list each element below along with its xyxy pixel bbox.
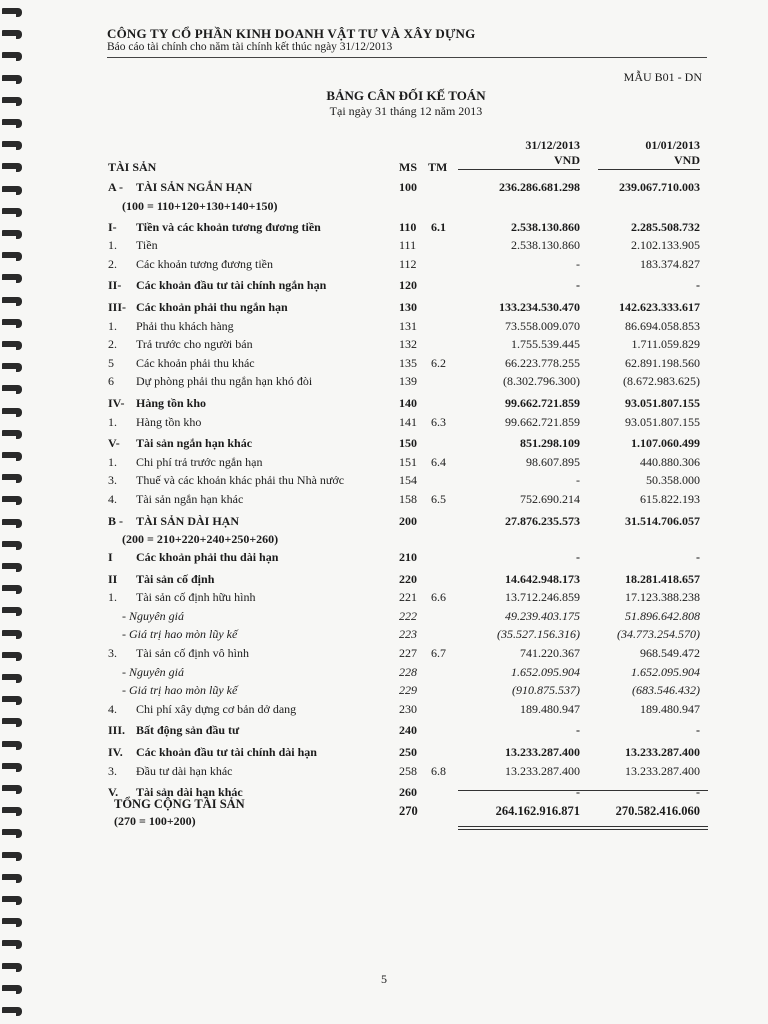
row-prior-value: 62.891.198.560 xyxy=(625,355,700,370)
table-row xyxy=(108,625,708,644)
row-code: 3. xyxy=(108,473,117,488)
row-current-value: - xyxy=(576,723,580,738)
table-row xyxy=(108,570,708,589)
row-current-value: 13.233.287.400 xyxy=(505,745,580,760)
binding-ring xyxy=(2,807,22,816)
binding-ring xyxy=(2,163,22,172)
row-tm: 6.4 xyxy=(431,454,446,469)
total-ms: 270 xyxy=(399,804,418,818)
row-current-value: 73.558.009.070 xyxy=(505,318,580,333)
row-code: 4. xyxy=(108,491,117,506)
row-current-value: 27.876.235.573 xyxy=(505,513,580,528)
row-code: 6 xyxy=(108,374,114,389)
row-code: 1. xyxy=(108,414,117,429)
table-row xyxy=(108,413,708,432)
row-ms: 120 xyxy=(399,278,417,293)
row-prior-value: 31.514.706.057 xyxy=(625,513,700,528)
row-prior-value: 615.822.193 xyxy=(640,491,700,506)
table-row xyxy=(108,354,708,373)
binding-ring xyxy=(2,718,22,727)
current-unit: VND xyxy=(458,153,580,170)
row-label: - Nguyên giá xyxy=(122,608,184,623)
row-prior-value: 18.281.418.657 xyxy=(625,571,700,586)
row-prior-value: 968.549.472 xyxy=(640,646,700,661)
row-label: - Giá trị hao mòn lũy kế xyxy=(122,683,238,698)
table-row xyxy=(108,471,708,490)
row-ms: 141 xyxy=(399,414,417,429)
row-ms: 210 xyxy=(399,550,417,565)
form-code: MẪU B01 - DN xyxy=(623,70,702,84)
table-row xyxy=(108,218,708,237)
row-code: 3. xyxy=(108,763,117,778)
binding-ring xyxy=(2,141,22,150)
row-ms: 100 xyxy=(399,180,417,194)
table-row xyxy=(108,178,708,197)
row-prior-value: 1.652.095.904 xyxy=(631,664,700,679)
row-ms: 111 xyxy=(399,238,417,253)
row-current-value: (910.875.537) xyxy=(512,683,580,698)
page-number: 5 xyxy=(381,972,387,986)
table-row xyxy=(108,236,708,255)
table-row xyxy=(108,317,708,336)
company-name: CÔNG TY CỔ PHẦN KINH DOANH VẬT TƯ VÀ XÂY DỰNG xyxy=(107,26,476,41)
row-label: Các khoản đầu tư tài chính dài hạn xyxy=(136,745,317,760)
row-prior-value: (683.546.432) xyxy=(632,683,700,698)
row-code: 2. xyxy=(108,337,117,352)
binding-ring xyxy=(2,452,22,461)
row-tm: 6.1 xyxy=(431,219,446,234)
total-formula: (270 = 100+200) xyxy=(114,814,196,828)
column-header-asset: TÀI SẢN xyxy=(108,160,157,174)
table-row xyxy=(108,394,708,413)
row-label: Các khoản phải thu ngắn hạn xyxy=(136,299,288,314)
binding-ring xyxy=(2,474,22,483)
row-code: I xyxy=(108,550,113,565)
binding-ring xyxy=(2,186,22,195)
row-code: II- xyxy=(108,278,122,293)
row-current-value: 13.712.246.859 xyxy=(505,590,580,605)
row-label: Chi phí trả trước ngắn hạn xyxy=(136,454,263,469)
row-prior-value: - xyxy=(696,278,700,293)
row-label: Tài sản cố định vô hình xyxy=(136,646,249,661)
row-current-value: (35.527.156.316) xyxy=(497,627,580,642)
row-ms: 112 xyxy=(399,256,417,271)
row-code: A - xyxy=(108,180,123,194)
row-ms: 200 xyxy=(399,513,417,528)
row-ms: 221 xyxy=(399,590,417,605)
binding-ring xyxy=(2,852,22,861)
table-row xyxy=(108,663,708,682)
row-current-value: 66.223.778.255 xyxy=(505,355,580,370)
row-ms: 260 xyxy=(399,785,417,800)
row-code: IV- xyxy=(108,395,125,410)
prior-date: 01/01/2013 xyxy=(645,138,700,152)
row-prior-value: - xyxy=(696,785,700,800)
row-current-value: (8.302.796.300) xyxy=(503,374,580,389)
row-code: 1. xyxy=(108,318,117,333)
row-label: Tài sản ngắn hạn khác xyxy=(136,436,253,451)
row-code: II xyxy=(108,571,118,586)
row-current-value: - xyxy=(576,785,580,800)
row-label: - Nguyên giá xyxy=(122,664,184,679)
row-ms: 229 xyxy=(399,683,417,698)
table-row xyxy=(108,453,708,472)
row-prior-value: - xyxy=(696,723,700,738)
row-label: Bất động sản đầu tư xyxy=(136,723,240,738)
row-code: IV. xyxy=(108,745,123,760)
column-header-tm: TM xyxy=(428,160,448,174)
row-ms: 131 xyxy=(399,318,417,333)
binding-ring xyxy=(2,274,22,283)
binding-ring xyxy=(2,541,22,550)
row-ms: 154 xyxy=(399,473,417,488)
row-prior-value: 1.711.059.829 xyxy=(631,337,700,352)
row-label: Tài sản dài hạn khác xyxy=(136,785,243,800)
table-row xyxy=(108,644,708,663)
row-label: Tài sản ngắn hạn khác xyxy=(136,491,244,506)
binding-ring xyxy=(2,607,22,616)
row-current-value: 99.662.721.859 xyxy=(505,414,580,429)
row-ms: 130 xyxy=(399,299,417,314)
column-header-current xyxy=(458,138,580,170)
row-current-value: 1.652.095.904 xyxy=(511,664,580,679)
row-prior-value: 93.051.807.155 xyxy=(625,395,700,410)
row-current-value: 13.233.287.400 xyxy=(505,763,580,778)
row-prior-value: - xyxy=(696,550,700,565)
row-ms: 135 xyxy=(399,355,417,370)
row-code: 2. xyxy=(108,256,117,271)
table-row xyxy=(108,372,708,391)
row-label: Chi phí xây dựng cơ bản dở dang xyxy=(136,701,297,716)
row-prior-value: 189.480.947 xyxy=(640,701,700,716)
row-label: TÀI SẢN NGẮN HẠN xyxy=(136,180,253,194)
row-ms: 158 xyxy=(399,491,417,506)
binding-ring xyxy=(2,297,22,306)
row-code: I- xyxy=(108,219,117,234)
binding-ring xyxy=(2,230,22,239)
table-row xyxy=(108,434,708,453)
prior-unit: VND xyxy=(598,153,700,170)
row-prior-value: 239.067.710.003 xyxy=(619,180,700,194)
binding-ring xyxy=(2,585,22,594)
binding-ring xyxy=(2,963,22,972)
binding-ring xyxy=(2,785,22,794)
row-current-value: - xyxy=(576,256,580,271)
row-ms: 110 xyxy=(399,219,417,234)
table-row xyxy=(108,276,708,295)
table-row xyxy=(108,512,708,531)
row-ms: 132 xyxy=(399,337,417,352)
row-code: 4. xyxy=(108,701,117,716)
row-label: Các khoản phải thu dài hạn xyxy=(136,550,279,565)
table-row xyxy=(108,298,708,317)
row-prior-value: 13.233.287.400 xyxy=(625,745,700,760)
table-row xyxy=(108,490,708,509)
row-ms: 258 xyxy=(399,763,417,778)
row-prior-value: 183.374.827 xyxy=(640,256,700,271)
table-row xyxy=(108,548,708,567)
table-row xyxy=(108,255,708,274)
binding-ring xyxy=(2,208,22,217)
report-period: Báo cáo tài chính cho năm tài chính kết thúc ngày 31/12/2013 xyxy=(107,41,393,53)
table-row xyxy=(108,530,708,548)
row-label: Các khoản đầu tư tài chính ngắn hạn xyxy=(136,278,327,293)
row-label: Tiền và các khoản tương đương tiền xyxy=(136,219,321,234)
row-current-value: - xyxy=(576,473,580,488)
row-code: 1. xyxy=(108,590,117,605)
table-row xyxy=(108,700,708,719)
row-code: V- xyxy=(108,436,120,451)
column-header-ms: MS xyxy=(399,160,417,174)
binding-ring xyxy=(2,8,22,17)
table-row xyxy=(108,335,708,354)
row-code: 3. xyxy=(108,646,117,661)
row-current-value: 2.538.130.860 xyxy=(511,219,580,234)
binding-ring xyxy=(2,363,22,372)
row-current-value: 1.755.539.445 xyxy=(511,337,580,352)
row-ms: 220 xyxy=(399,571,417,586)
row-current-value: 14.642.948.173 xyxy=(505,571,580,586)
row-tm: 6.2 xyxy=(431,355,446,370)
spiral-binding xyxy=(0,0,28,1024)
row-prior-value: 93.051.807.155 xyxy=(625,414,700,429)
binding-ring xyxy=(2,763,22,772)
binding-ring xyxy=(2,319,22,328)
row-current-value: 99.662.721.859 xyxy=(505,395,580,410)
row-label: Phải thu khách hàng xyxy=(136,318,234,333)
binding-ring xyxy=(2,496,22,505)
total-label: TỔNG CỘNG TÀI SẢN xyxy=(114,797,245,811)
row-label: Tiền xyxy=(136,238,158,253)
row-ms: 150 xyxy=(399,436,417,451)
row-label: TÀI SẢN DÀI HẠN xyxy=(136,513,240,528)
binding-ring xyxy=(2,896,22,905)
row-tm: 6.5 xyxy=(431,491,446,506)
row-code: V. xyxy=(108,785,119,800)
binding-ring xyxy=(2,30,22,39)
row-ms: 227 xyxy=(399,646,417,661)
row-prior-value: 50.358.000 xyxy=(646,473,700,488)
binding-ring xyxy=(2,918,22,927)
row-label: Thuế và các khoản khác phải thu Nhà nước xyxy=(136,473,345,488)
row-current-value: - xyxy=(576,278,580,293)
row-label: Đầu tư dài hạn khác xyxy=(136,763,233,778)
binding-ring xyxy=(2,829,22,838)
row-prior-value: 51.896.642.808 xyxy=(625,608,700,623)
table-row xyxy=(108,762,708,781)
row-label: Dự phòng phải thu ngắn hạn khó đòi xyxy=(136,374,313,389)
binding-ring xyxy=(2,119,22,128)
binding-ring xyxy=(2,563,22,572)
total-formula-row xyxy=(108,812,408,831)
row-code: III. xyxy=(108,723,126,738)
page-subtitle: Tại ngày 31 tháng 12 năm 2013 xyxy=(329,104,483,118)
binding-ring xyxy=(2,652,22,661)
row-prior-value: 440.880.306 xyxy=(640,454,700,469)
row-label: Các khoản phải thu khác xyxy=(136,355,255,370)
binding-ring xyxy=(2,252,22,261)
row-label: Các khoản tương đương tiền xyxy=(136,256,274,271)
binding-ring xyxy=(2,674,22,683)
row-ms: 151 xyxy=(399,454,417,469)
row-ms: 228 xyxy=(399,664,417,679)
row-current-value: 2.538.130.860 xyxy=(511,238,580,253)
row-prior-value: 86.694.058.853 xyxy=(625,318,700,333)
row-current-value: 189.480.947 xyxy=(520,701,580,716)
row-ms: 222 xyxy=(399,608,417,623)
row-ms: 140 xyxy=(399,395,417,410)
row-tm: 6.6 xyxy=(431,590,446,605)
binding-ring xyxy=(2,741,22,750)
row-code: III- xyxy=(108,299,127,314)
balance-sheet-table xyxy=(108,178,708,802)
binding-ring xyxy=(2,430,22,439)
row-tm: 6.3 xyxy=(431,414,446,429)
column-header-prior xyxy=(598,138,700,170)
table-row xyxy=(108,743,708,762)
row-ms: 240 xyxy=(399,723,417,738)
row-tm: 6.7 xyxy=(431,646,446,661)
binding-ring xyxy=(2,630,22,639)
binding-ring xyxy=(2,341,22,350)
binding-ring xyxy=(2,52,22,61)
row-label: Hàng tồn kho xyxy=(136,395,207,410)
table-row xyxy=(108,607,708,626)
total-prior-value: 270.582.416.060 xyxy=(615,804,700,818)
row-current-value: 133.234.530.470 xyxy=(499,299,580,314)
row-prior-value: 142.623.333.617 xyxy=(619,299,700,314)
row-prior-value: 17.123.388.238 xyxy=(625,590,700,605)
binding-ring xyxy=(2,408,22,417)
table-row xyxy=(108,681,708,700)
row-ms: 230 xyxy=(399,701,417,716)
binding-ring xyxy=(2,75,22,84)
row-ms: 223 xyxy=(399,627,417,642)
row-prior-value: 2.102.133.905 xyxy=(631,238,700,253)
total-underline xyxy=(458,790,708,830)
current-date: 31/12/2013 xyxy=(525,138,580,152)
header-divider xyxy=(107,57,707,58)
row-prior-value: (34.773.254.570) xyxy=(617,627,700,642)
total-current-value: 264.162.916.871 xyxy=(495,804,580,818)
page-title: BẢNG CÂN ĐỐI KẾ TOÁN xyxy=(326,88,486,103)
binding-ring xyxy=(2,940,22,949)
row-prior-value: 1.107.060.499 xyxy=(631,436,700,451)
binding-ring xyxy=(2,519,22,528)
row-ms: 250 xyxy=(399,745,417,760)
row-code: 1. xyxy=(108,238,117,253)
row-prior-value: 2.285.508.732 xyxy=(631,219,700,234)
row-ms: 139 xyxy=(399,374,417,389)
row-code: 1. xyxy=(108,454,117,469)
row-label: Tài sản cố định xyxy=(136,571,215,586)
binding-ring xyxy=(2,874,22,883)
binding-ring xyxy=(2,385,22,394)
row-code: 5 xyxy=(108,355,114,370)
binding-ring xyxy=(2,696,22,705)
row-tm: 6.8 xyxy=(431,763,446,778)
row-current-value: 741.220.367 xyxy=(520,646,580,661)
row-current-value: 49.239.403.175 xyxy=(505,608,580,623)
row-label: (100 = 110+120+130+140+150) xyxy=(122,198,278,213)
row-current-value: 98.607.895 xyxy=(526,454,580,469)
row-current-value: 851.298.109 xyxy=(520,436,580,451)
binding-ring xyxy=(2,1007,22,1016)
row-current-value: - xyxy=(576,550,580,565)
row-code: B - xyxy=(108,513,123,528)
row-prior-value: (8.672.983.625) xyxy=(623,374,700,389)
row-label: Hàng tồn kho xyxy=(136,414,202,429)
row-label: Tài sản cố định hữu hình xyxy=(136,590,256,605)
row-current-value: 752.690.214 xyxy=(520,491,580,506)
row-prior-value: 13.233.287.400 xyxy=(625,763,700,778)
row-label: (200 = 210+220+240+250+260) xyxy=(122,532,279,547)
row-label: - Giá trị hao mòn lũy kế xyxy=(122,627,238,642)
table-row xyxy=(108,197,708,215)
table-row xyxy=(108,588,708,607)
row-current-value: 236.286.681.298 xyxy=(499,180,580,194)
row-label: Trả trước cho người bán xyxy=(136,337,253,352)
table-row xyxy=(108,721,708,740)
